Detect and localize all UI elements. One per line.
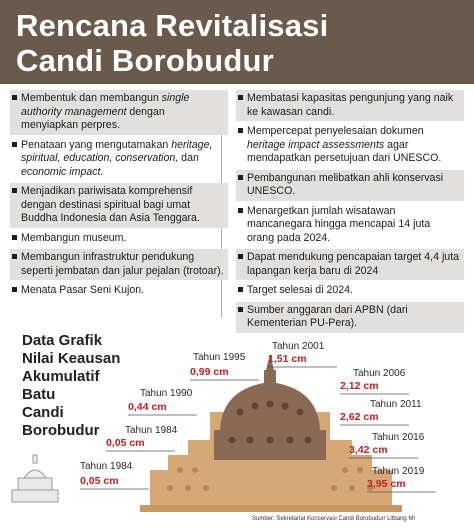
chart-title: Data Grafik Nilai Keausan Akumulatif Batu Candi Borobudur	[22, 332, 121, 439]
year-label: Tahun 1984	[80, 461, 133, 472]
page-title-line-1: Rencana Revitalisasi	[16, 8, 329, 43]
list-item: Menjadikan pariwisata komprehensif dengan destinasi spiritual bagi umat Buddha Indonesia dan Asia Tenggara.	[10, 183, 228, 228]
list-item: Mempercepat penyelesaian dokumen heritage impact assessments agar mendapatkan persetujuan dari UNESCO.	[236, 123, 464, 168]
year-label: Tahun 2016	[372, 432, 425, 443]
wear-value: 3,95 cm	[367, 478, 406, 490]
wear-value: 0,05 cm	[80, 475, 119, 487]
source-note: Sumber: Sekretariat Konservasi Candi Borobudur/ Litbang MI	[252, 516, 416, 522]
list-item: Menata Pasar Seni Kujon.	[10, 282, 228, 300]
list-item: Membangun museum.	[10, 230, 228, 248]
list-item: Membangun infrastruktur pendukung seperti jembatan dan jalur pejalan (trotoar).	[10, 249, 228, 280]
list-item: Membatasi kapasitas pengunjung yang naik ke kawasan candi.	[236, 90, 464, 121]
year-label: Tahun 1984	[125, 425, 178, 436]
wear-value: 3,42 cm	[349, 444, 388, 456]
wear-value: 0,44 cm	[128, 401, 167, 413]
wear-value: 0,99 cm	[190, 366, 229, 378]
list-item: Pembangunan melibatkan ahli konservasi UNESCO.	[236, 170, 464, 201]
wear-value: 0,05 cm	[106, 437, 145, 449]
list-item: Dapat mendukung pencapaian target 4,4 juta lapangan kerja baru di 2024	[236, 249, 464, 280]
year-label: Tahun 2011	[370, 399, 422, 410]
year-label: Tahun 1990	[140, 388, 193, 399]
year-label: Tahun 2019	[372, 466, 425, 477]
list-item: Menargetkan jumlah wisatawan mancanegara hingga mencapai 14 juta orang pada 2024.	[236, 203, 464, 248]
wear-value: 2,62 cm	[340, 411, 379, 423]
wear-value: 1,51 cm	[268, 353, 307, 365]
wear-value: 2,12 cm	[340, 380, 379, 392]
list-item: Target selesai di 2024.	[236, 282, 464, 300]
year-label: Tahun 2001	[272, 341, 325, 352]
small-stupa-outline-icon	[12, 455, 58, 502]
list-item: Sumber anggaran dari APBN (dari Kementerian PU-Pera).	[236, 302, 464, 333]
list-item: Membentuk dan membangun single authority management dengan menyiapkan perpres.	[10, 90, 228, 135]
year-label: Tahun 1995	[193, 352, 246, 363]
page-title-line-2: Candi Borobudur	[16, 43, 274, 78]
list-item: Penataan yang mengutamakan heritage, spiritual, education, conservation, dan economic impact.	[10, 137, 228, 182]
year-label: Tahun 2006	[353, 368, 406, 379]
